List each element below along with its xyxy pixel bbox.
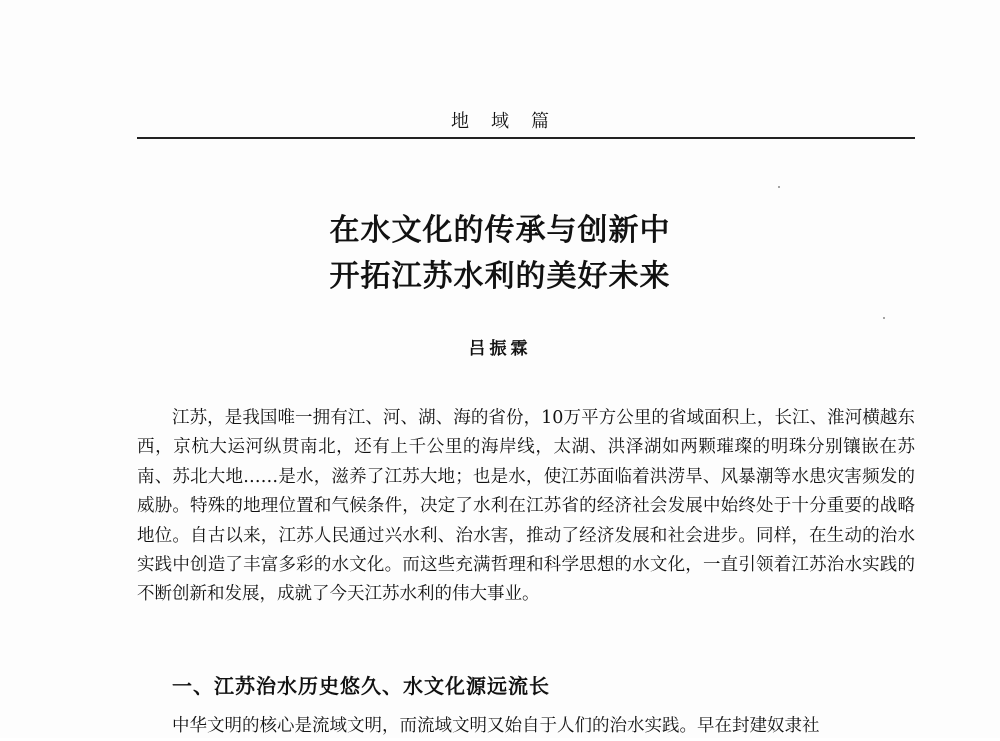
running-head: 地域篇 (451, 111, 571, 132)
title-line-2: 开拓江苏水利的美好未来 (329, 259, 671, 294)
header-rule (137, 137, 915, 139)
section-heading: 一、江苏治水历史悠久、水文化源远流长 (172, 674, 550, 698)
intro-paragraph: 江苏，是我国唯一拥有江、河、湖、海的省份，10万平方公里的省域面积上，长江、淮河横越东西，京杭大运河纵贯南北，还有上千公里的海岸线，太湖、洪泽湖如两颗璀璨的明珠分别镶嵌在苏南、苏北大地……是水，滋养了江苏大地；也是水，使江苏面临着洪涝旱、风暴潮等水患灾害频发的威胁。特殊的地理位置和气候条件，决定了水利在江苏省的经济社会发展中始终处于十分重要的战略地位。自古以来，江苏人民通过兴水利、治水害，推动了经济发展和社会进步。同样，在生动的治水实践中创造了丰富多彩的水文化。而这些充满哲理和科学思想的水文化，一直引领着江苏治水实践的不断创新和发展，成就了今天江苏水利的伟大事业。 (137, 408, 915, 605)
title-line-1: 在水文化的传承与创新中 (329, 213, 671, 248)
scan-speck (778, 186, 780, 188)
author-name: 吕振霖 (468, 339, 532, 359)
intro-section (137, 404, 915, 610)
section-first-line: 中华文明的核心是流域文明，而流域文明又始自于人们的治水实践。早在封建奴隶社 (172, 716, 820, 736)
scan-speck (883, 317, 885, 319)
article-title (0, 208, 1000, 300)
section-body (137, 712, 915, 741)
